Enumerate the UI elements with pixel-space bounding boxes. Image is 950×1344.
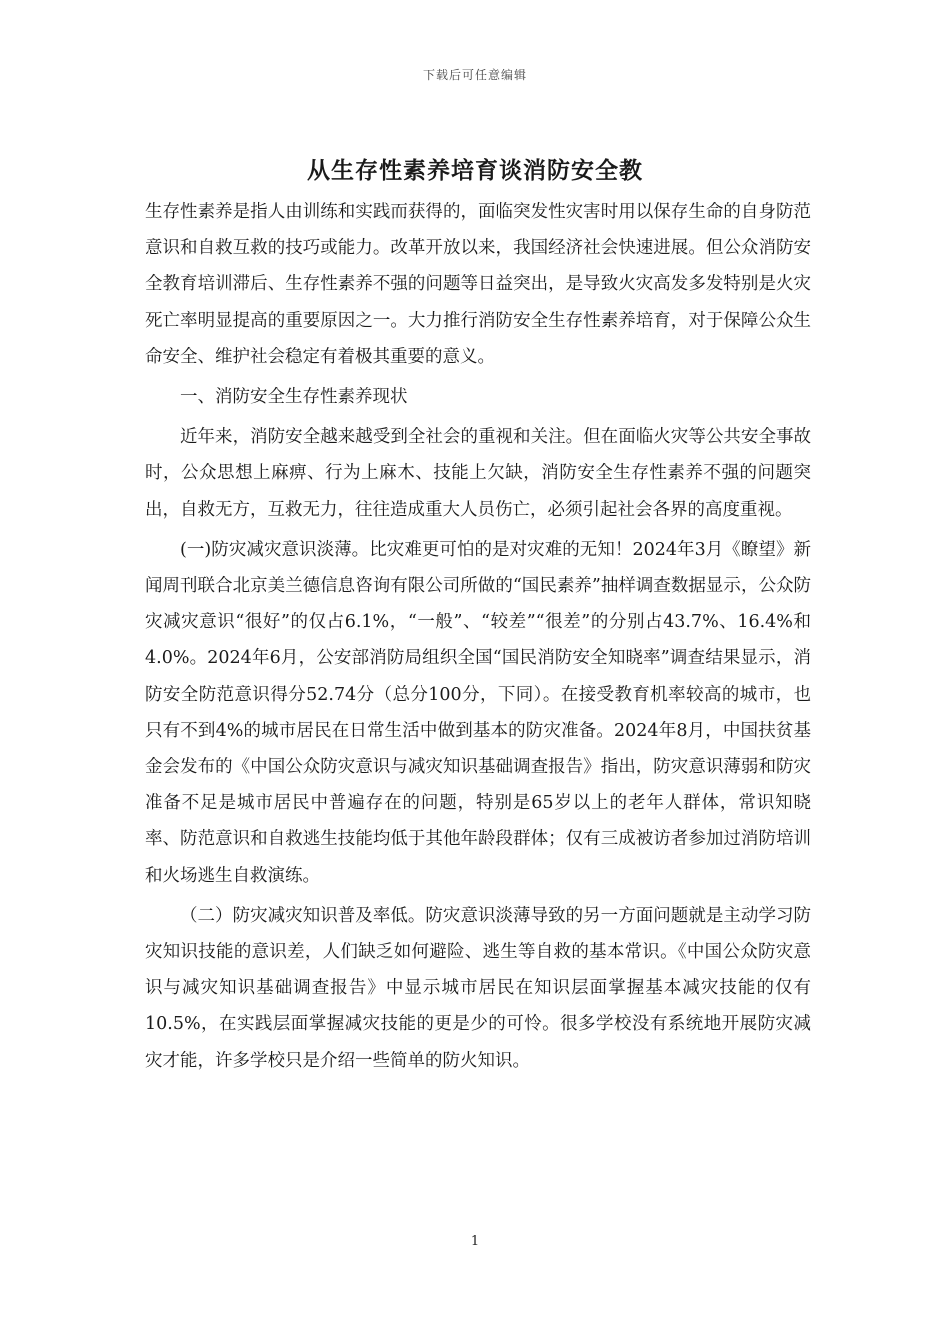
section-heading-1: 一、消防安全生存性素养现状: [180, 387, 408, 408]
paragraph-status: 近年来，消防安全越来越受到全社会的重视和关注。但在面临火灾等公共安全事故时，公众思想上麻痹、行为上麻木、技能上欠缺，消防安全生存性素养不强的问题突出，自救无方，互救无力，往往造成重大人员伤亡，必须引起社会各界的高度重视。: [145, 427, 811, 520]
document-title: 从生存性素养培育谈消防安全教: [307, 157, 643, 184]
page-header: 下载后可任意编辑: [422, 68, 527, 82]
paragraph-awareness: (一)防灾减灾意识淡薄。比灾难更可怕的是对灾难的无知！2024年3月《瞭望》新闻周刊联合北京美兰德信息咨询有限公司所做的“国民素养”抽样调查数据显示，公众防灾减灾意识“很好”的仅占6.1%，“一般”、“较差”“很差”的分别占43.7%、16.4%和4.0%。2024年6月，公安部消防局组织全国“国民消防安全知晓率”调查结果显示，消防安全防范意识得分52.74分（总分100分，下同）。在接受教育机率较高的城市，也只有不到4%的城市居民在日常生活中做到基本的防灾准备。2024年8月，中国扶贫基金会发布的《中国公众防灾意识与减灾知识基础调查报告》指出，防灾意识薄弱和防灾准备不足是城市居民中普遍存在的问题，特别是65岁以上的老年人群体，常识知晓率、防范意识和自救逃生技能均低于其他年龄段群体；仅有三成被访者参加过消防培训和火场逃生自救演练。: [145, 539, 811, 886]
page-number: 1: [470, 1234, 480, 1249]
document-body: [145, 194, 811, 1079]
paragraph-intro: 生存性素养是指人由训练和实践而获得的，面临突发性灾害时用以保存生命的自身防范意识和自救互救的技巧或能力。改革开放以来，我国经济社会快速进展。但公众消防安全教育培训滞后、生存性素养不强的问题等日益突出，是导致火灾高发多发特别是火灾死亡率明显提高的重要原因之一。大力推行消防安全生存性素养培育，对于保障公众生命安全、维护社会稳定有着极其重要的意义。: [145, 202, 811, 367]
paragraph-knowledge: （二）防灾减灾知识普及率低。防灾意识淡薄导致的另一方面问题就是主动学习防灾知识技能的意识差，人们缺乏如何避险、逃生等自救的基本常识。《中国公众防灾意识与减灾知识基础调查报告》中显示城市居民在知识层面掌握基本减灾技能的仅有10.5%，在实践层面掌握减灾技能的更是少的可怜。很多学校没有系统地开展防灾减灾才能，许多学校只是介绍一些简单的防火知识。: [145, 905, 811, 1071]
